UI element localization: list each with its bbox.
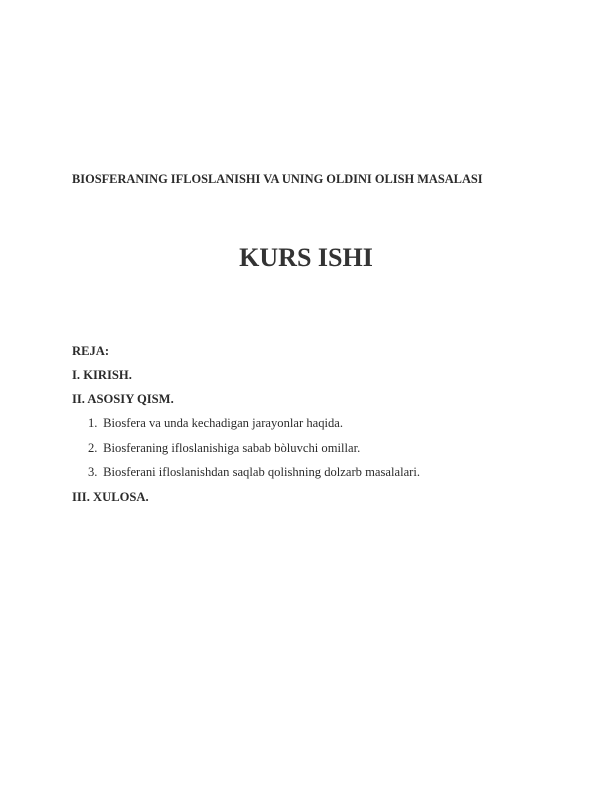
document-title: BIOSFERANING IFLOSLANISHI VA UNING OLDINI OLISH MASALASI [72, 172, 483, 186]
plan-subitem [72, 411, 552, 436]
plan-subitems [72, 411, 552, 485]
plan-section [72, 339, 552, 509]
document-type-heading: KURS ISHI [239, 243, 373, 272]
plan-main-part: II. ASOSIY QISM. [72, 392, 174, 406]
plan-subitem [72, 460, 552, 485]
plan-heading: REJA: [72, 344, 110, 358]
plan-subitem-text: Biosferaning ifloslanishiga sabab bòluvchi omillar. [103, 440, 361, 455]
plan-subitem-text: Biosfera va unda kechadigan jarayonlar haqida. [103, 416, 344, 430]
plan-conclusion: III. XULOSA. [72, 489, 149, 504]
plan-subitem-text: Biosferani ifloslanishdan saqlab qolishning dolzarb masalalari. [103, 465, 421, 479]
plan-subitem-number: 3. [88, 465, 98, 479]
plan-subitem [72, 436, 552, 461]
plan-subitem-number: 1. [88, 416, 98, 430]
plan-subitem-number: 2. [88, 440, 98, 455]
plan-intro: I. KIRISH. [72, 368, 132, 382]
